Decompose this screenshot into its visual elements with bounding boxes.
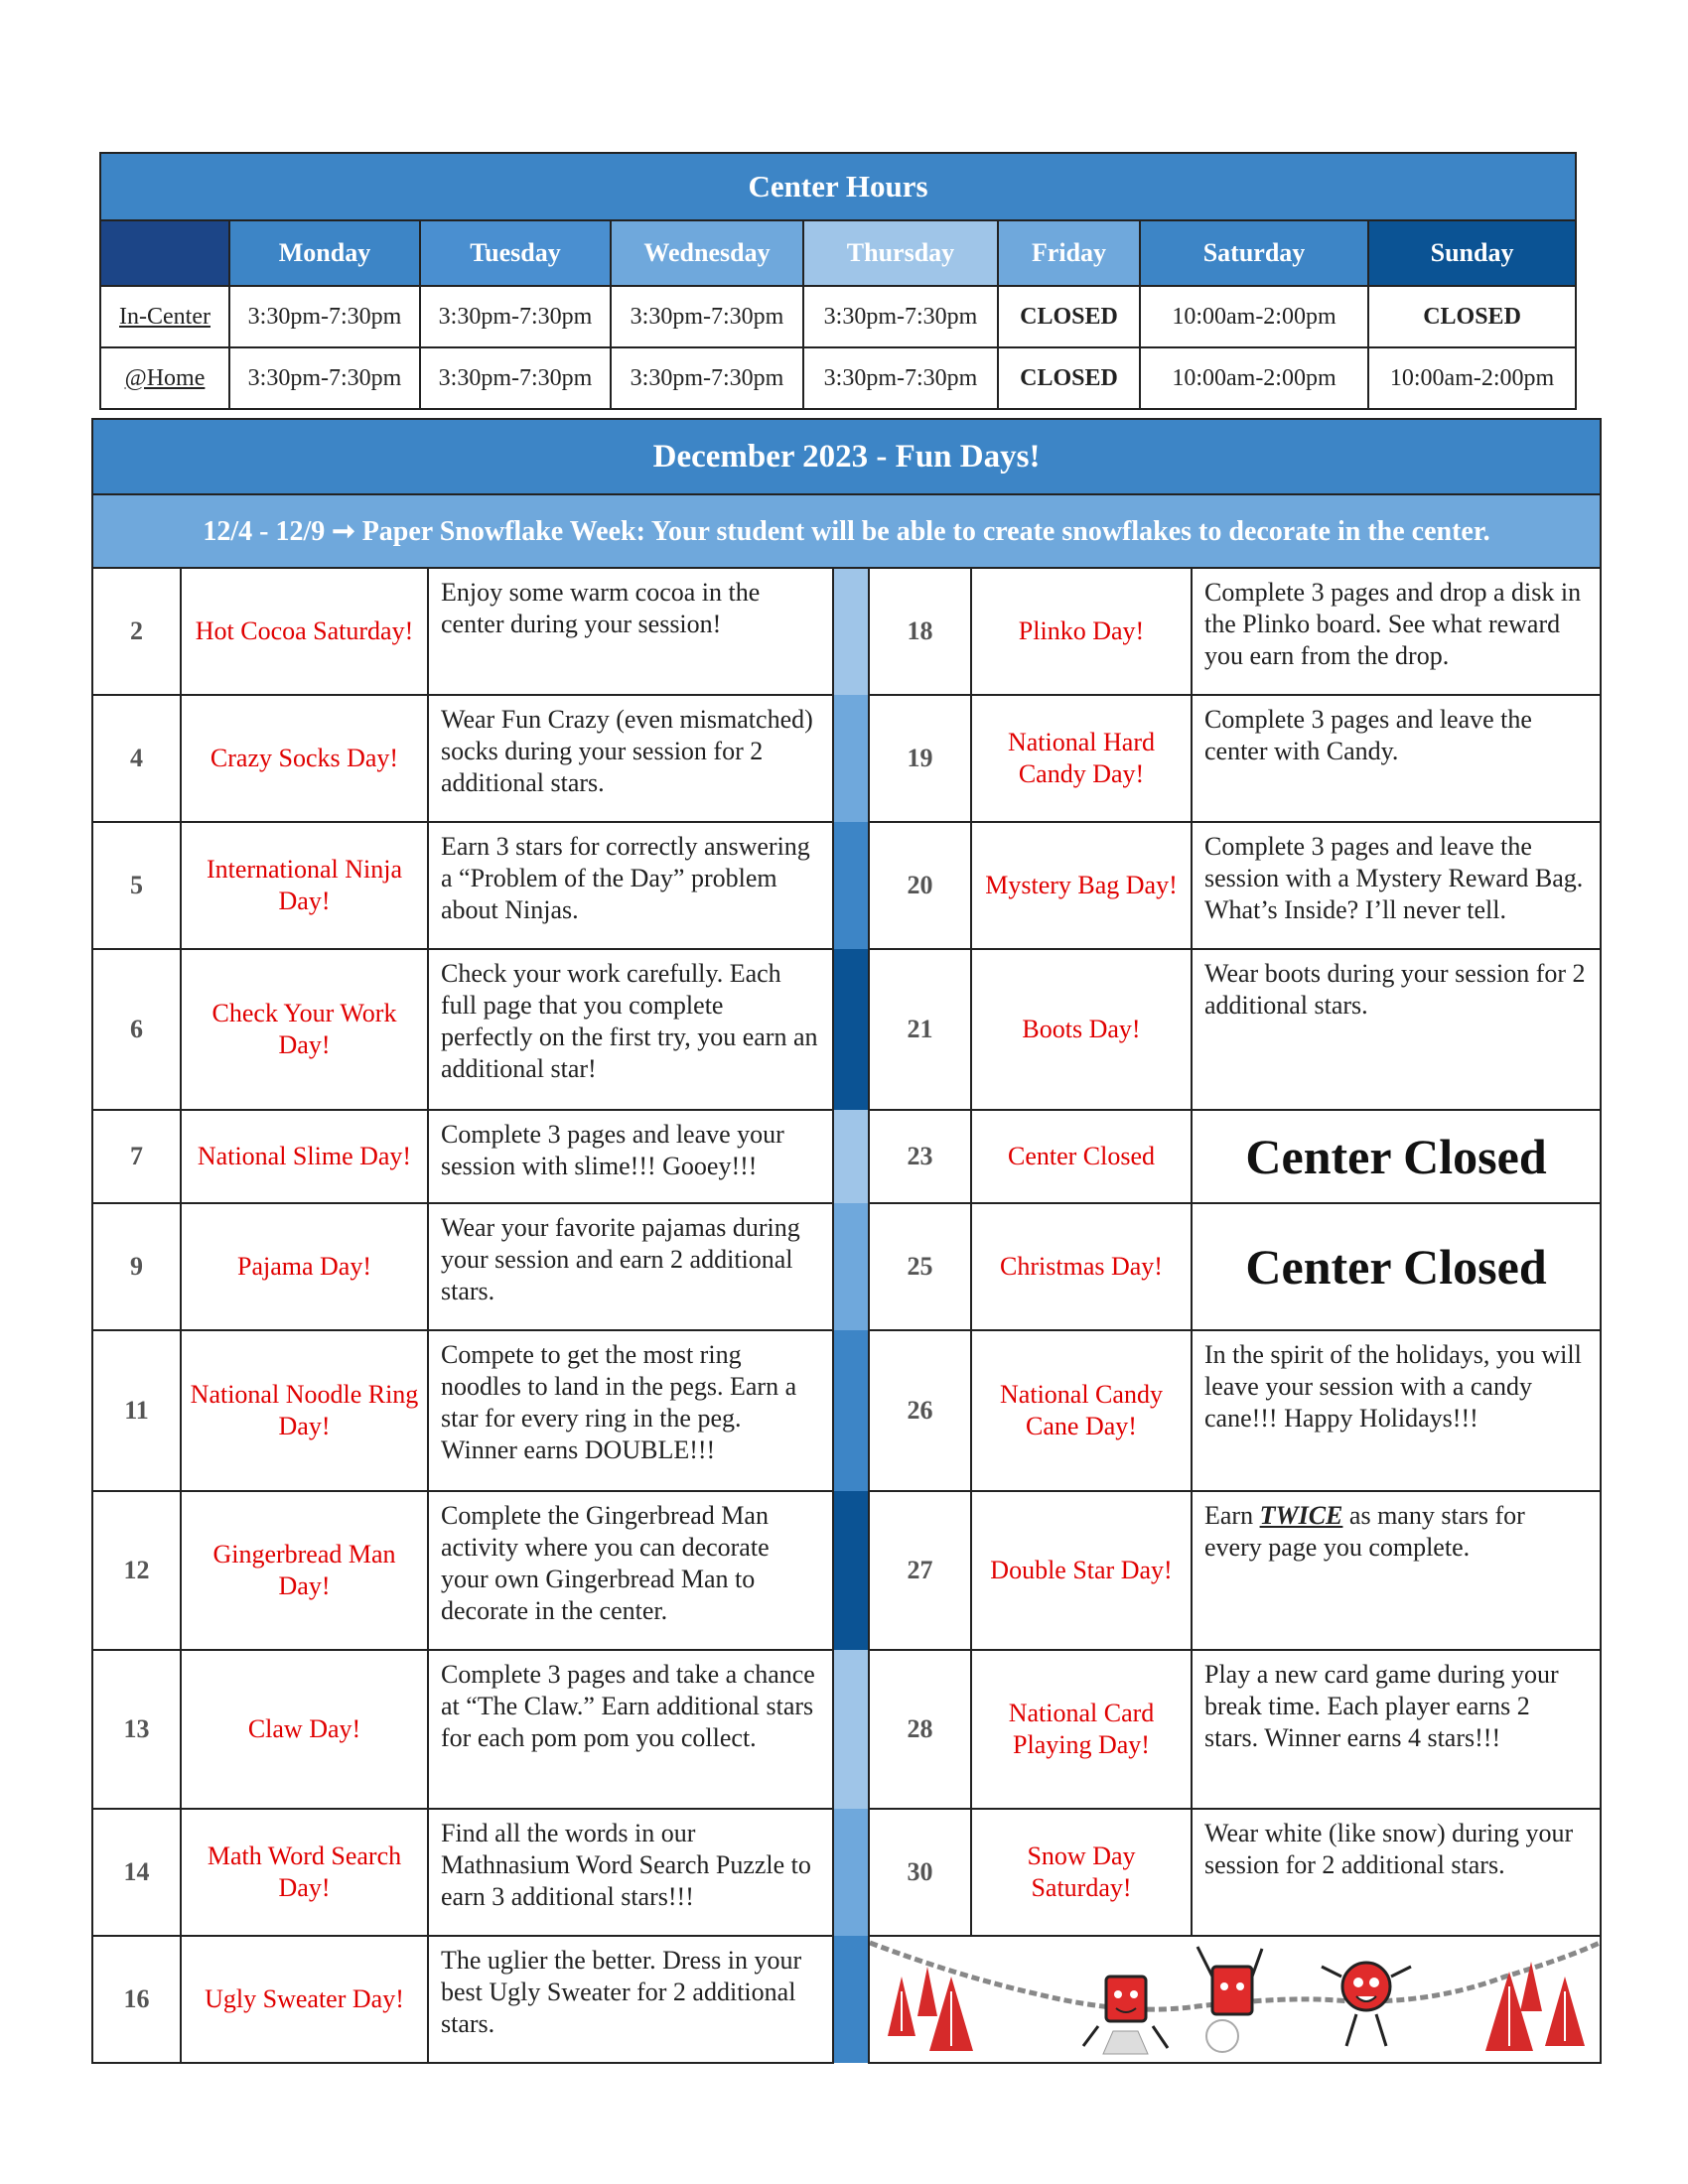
- hours-cell: 3:30pm-7:30pm: [611, 347, 803, 409]
- fun-days-title: December 2023 - Fun Days!: [92, 419, 1601, 494]
- day-number: 14: [92, 1809, 181, 1936]
- fun-day-row: [92, 1650, 1601, 1809]
- fun-day-row: [92, 1203, 1601, 1330]
- day-number: 30: [869, 1809, 971, 1936]
- day-header-saturday: Saturday: [1140, 220, 1368, 286]
- center-closed-notice: Center Closed: [1192, 1110, 1601, 1203]
- day-number: 9: [92, 1203, 181, 1330]
- color-strip: [833, 1110, 869, 1203]
- fun-day-row: [92, 1110, 1601, 1203]
- fun-day-name: Ugly Sweater Day!: [181, 1936, 428, 2063]
- fun-day-description: Complete 3 pages and leave the session with a Mystery Reward Bag. What’s Inside? I’ll never tell.: [1192, 822, 1601, 949]
- fun-day-row: [92, 1330, 1601, 1491]
- hours-cell: 3:30pm-7:30pm: [229, 286, 420, 347]
- pine-tree-icon: [1485, 1962, 1585, 2051]
- day-number: 4: [92, 695, 181, 822]
- day-number: 28: [869, 1650, 971, 1809]
- fun-day-name: Snow Day Saturday!: [971, 1809, 1192, 1936]
- color-strip: [833, 1936, 869, 2063]
- day-number: 27: [869, 1491, 971, 1650]
- day-header-friday: Friday: [998, 220, 1140, 286]
- hours-cell: CLOSED: [998, 347, 1140, 409]
- day-header-tuesday: Tuesday: [420, 220, 611, 286]
- color-strip: [833, 1809, 869, 1936]
- fun-day-name: Gingerbread Man Day!: [181, 1491, 428, 1650]
- fun-day-name: Math Word Search Day!: [181, 1809, 428, 1936]
- fun-day-name: Double Star Day!: [971, 1491, 1192, 1650]
- hours-cell: 3:30pm-7:30pm: [420, 347, 611, 409]
- hours-cell: CLOSED: [998, 286, 1140, 347]
- fun-day-name: National Noodle Ring Day!: [181, 1330, 428, 1491]
- color-strip: [833, 949, 869, 1110]
- day-number: 2: [92, 568, 181, 695]
- fun-day-name: Plinko Day!: [971, 568, 1192, 695]
- day-number: 21: [869, 949, 971, 1110]
- day-number: 19: [869, 695, 971, 822]
- color-strip: [833, 1650, 869, 1809]
- day-number: 20: [869, 822, 971, 949]
- fun-day-description: Enjoy some warm cocoa in the center during your session!: [428, 568, 833, 695]
- fun-day-row: [92, 1936, 1601, 2063]
- fun-day-description: Complete 3 pages and take a chance at “The Claw.” Earn additional stars for each pom pom you collect.: [428, 1650, 833, 1809]
- fun-day-description: Find all the words in our Mathnasium Word Search Puzzle to earn 3 additional stars!!!: [428, 1809, 833, 1936]
- fun-day-name: Crazy Socks Day!: [181, 695, 428, 822]
- fun-day-description: Earn 3 stars for correctly answering a “Problem of the Day” problem about Ninjas.: [428, 822, 833, 949]
- day-header-sunday: Sunday: [1368, 220, 1576, 286]
- fun-days-table: [91, 418, 1602, 2064]
- day-header-wednesday: Wednesday: [611, 220, 803, 286]
- fun-day-row: [92, 1809, 1601, 1936]
- hours-cell: 3:30pm-7:30pm: [229, 347, 420, 409]
- hours-cell: 10:00am-2:00pm: [1368, 347, 1576, 409]
- center-hours-title: Center Hours: [100, 153, 1576, 220]
- holiday-illustration: [869, 1936, 1601, 2063]
- fun-day-description: Complete 3 pages and drop a disk in the Plinko board. See what reward you earn from the drop.: [1192, 568, 1601, 695]
- fun-day-description: [1192, 1491, 1601, 1650]
- color-strip: [833, 1203, 869, 1330]
- center-hours-table: [99, 152, 1577, 410]
- hours-cell: CLOSED: [1368, 286, 1576, 347]
- fun-day-row: [92, 1491, 1601, 1650]
- fun-day-description: Wear Fun Crazy (even mismatched) socks during your session for 2 additional stars.: [428, 695, 833, 822]
- day-number: 13: [92, 1650, 181, 1809]
- fun-day-name: National Candy Cane Day!: [971, 1330, 1192, 1491]
- day-number: 6: [92, 949, 181, 1110]
- hours-row-label: In-Center: [100, 286, 229, 347]
- hours-cell: 10:00am-2:00pm: [1140, 347, 1368, 409]
- cocoa-mug-icon: [1083, 1977, 1168, 2054]
- fun-day-name: Center Closed: [971, 1110, 1192, 1203]
- fun-day-row: [92, 949, 1601, 1110]
- center-closed-notice: Center Closed: [1192, 1203, 1601, 1330]
- fun-day-description: Wear your favorite pajamas during your session and earn 2 additional stars.: [428, 1203, 833, 1330]
- color-strip: [833, 1330, 869, 1491]
- hours-cell: 3:30pm-7:30pm: [803, 286, 998, 347]
- fun-day-description: Check your work carefully. Each full page that you complete perfectly on the first try, you earn an additional star!: [428, 949, 833, 1110]
- fun-day-description: Compete to get the most ring noodles to land in the pegs. Earn a star for every ring in the peg. Winner earns DOUBLE!!!: [428, 1330, 833, 1491]
- fun-day-name: Pajama Day!: [181, 1203, 428, 1330]
- fun-day-name: Check Your Work Day!: [181, 949, 428, 1110]
- day-number: 16: [92, 1936, 181, 2063]
- day-number: 23: [869, 1110, 971, 1203]
- fun-day-description: Wear boots during your session for 2 additional stars.: [1192, 949, 1601, 1110]
- fun-day-description: The uglier the better. Dress in your best Ugly Sweater for 2 additional stars.: [428, 1936, 833, 2063]
- day-number: 11: [92, 1330, 181, 1491]
- fun-day-name: International Ninja Day!: [181, 822, 428, 949]
- color-strip: [833, 695, 869, 822]
- hours-row: [100, 347, 1576, 409]
- color-strip: [833, 1491, 869, 1650]
- fun-day-name: Hot Cocoa Saturday!: [181, 568, 428, 695]
- day-number: 26: [869, 1330, 971, 1491]
- fun-day-description: Complete the Gingerbread Man activity where you can decorate your own Gingerbread Man to decorate in the center.: [428, 1491, 833, 1650]
- fun-day-name: Mystery Bag Day!: [971, 822, 1192, 949]
- fun-day-row: [92, 568, 1601, 695]
- fun-day-name: National Hard Candy Day!: [971, 695, 1192, 822]
- corner-cell: [100, 220, 229, 286]
- tablet-character-icon: [1197, 1947, 1262, 2052]
- fun-day-description: Wear white (like snow) during your session for 2 additional stars.: [1192, 1809, 1601, 1936]
- fun-day-name: Christmas Day!: [971, 1203, 1192, 1330]
- fun-day-name: Claw Day!: [181, 1650, 428, 1809]
- color-strip: [833, 822, 869, 949]
- fun-day-row: [92, 822, 1601, 949]
- hours-cell: 3:30pm-7:30pm: [611, 286, 803, 347]
- hours-cell: 10:00am-2:00pm: [1140, 286, 1368, 347]
- hours-row-label: @Home: [100, 347, 229, 409]
- day-header-monday: Monday: [229, 220, 420, 286]
- fun-day-name: Boots Day!: [971, 949, 1192, 1110]
- holiday-art-svg: [870, 1937, 1600, 2062]
- day-number: 5: [92, 822, 181, 949]
- desc-text: as many stars for every page you complete.: [1204, 1501, 1525, 1562]
- day-number: 25: [869, 1203, 971, 1330]
- fun-day-name: National Card Playing Day!: [971, 1650, 1192, 1809]
- fun-day-name: National Slime Day!: [181, 1110, 428, 1203]
- day-number: 7: [92, 1110, 181, 1203]
- day-number: 12: [92, 1491, 181, 1650]
- hours-cell: 3:30pm-7:30pm: [420, 286, 611, 347]
- ornament-character-icon: [1322, 1963, 1411, 2046]
- fun-day-description: Complete 3 pages and leave your session with slime!!! Gooey!!!: [428, 1110, 833, 1203]
- hours-cell: 3:30pm-7:30pm: [803, 347, 998, 409]
- desc-emphasis: TWICE: [1259, 1501, 1343, 1530]
- day-number: 18: [869, 568, 971, 695]
- fun-day-description: Play a new card game during your break time. Each player earns 2 stars. Winner earns 4 stars!!!: [1192, 1650, 1601, 1809]
- hours-row: [100, 286, 1576, 347]
- color-strip: [833, 568, 869, 695]
- fun-day-description: Complete 3 pages and leave the center with Candy.: [1192, 695, 1601, 822]
- day-header-thursday: Thursday: [803, 220, 998, 286]
- fun-day-row: [92, 695, 1601, 822]
- pine-tree-icon: [888, 1967, 973, 2051]
- fun-day-description: In the spirit of the holidays, you will leave your session with a candy cane!!! Happy Holidays!!!: [1192, 1330, 1601, 1491]
- desc-text: Earn: [1204, 1501, 1260, 1530]
- snowflake-week-banner: 12/4 - 12/9 ➞ Paper Snowflake Week: Your student will be able to create snowflakes to decorate in the center.: [92, 494, 1601, 568]
